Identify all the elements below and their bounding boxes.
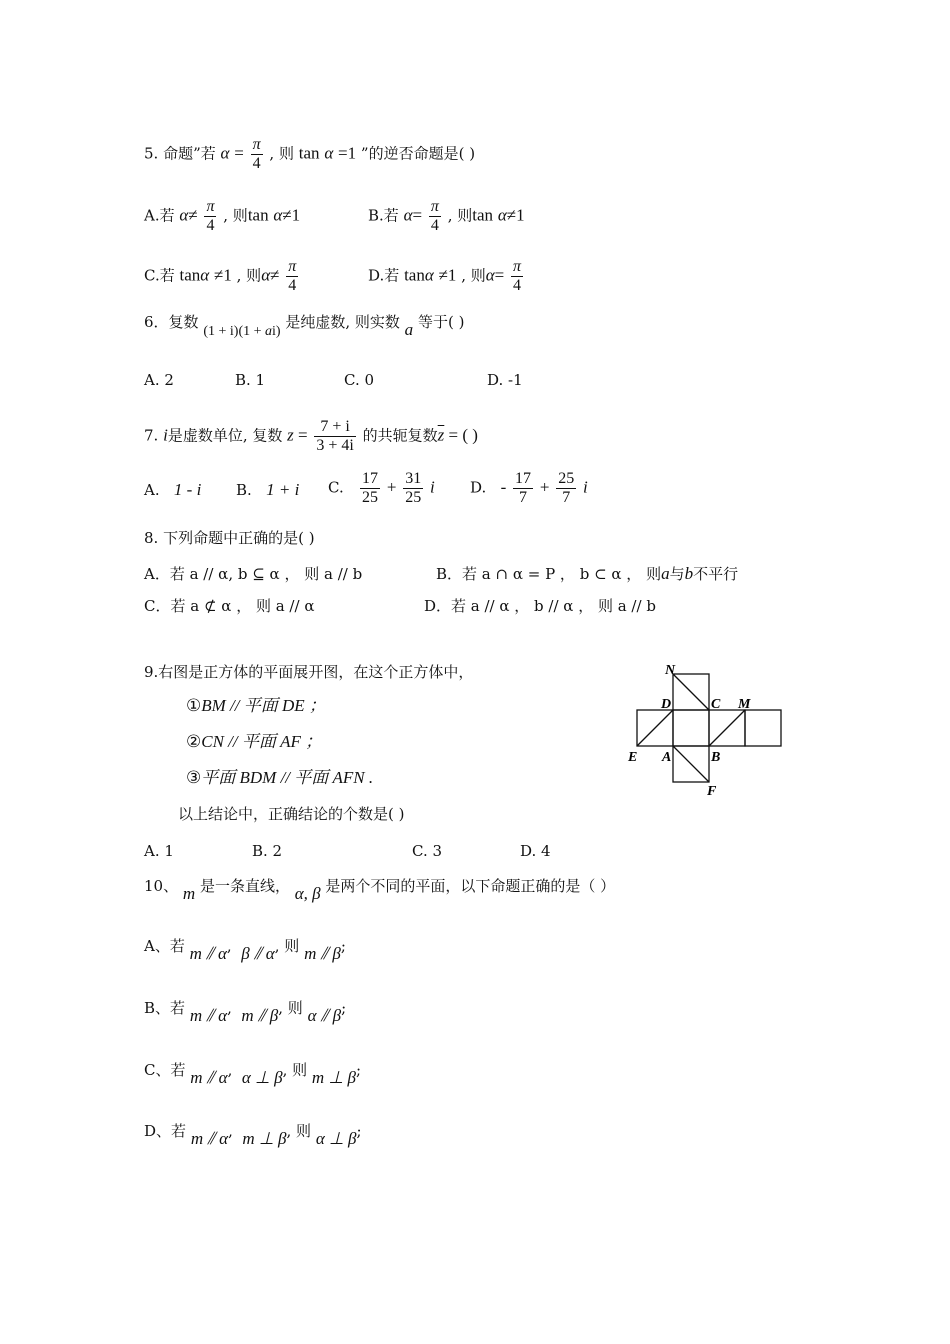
net-square-right2 (745, 710, 781, 746)
label-D: D (661, 697, 672, 712)
label-N-top: N (665, 663, 676, 678)
label-F: F (707, 784, 717, 799)
q8-option-d: D．若 a // α ， b // α ， 则 a // b (424, 597, 656, 615)
q10-stem: 10、 m 是一条直线， α, β 是两个不同的平面，以下命题正确的是（ ） (144, 877, 616, 903)
diag-bottom (673, 746, 709, 782)
q7-option-a: A. 1 - i (144, 480, 202, 499)
q9-option-d: D. 4 (520, 842, 551, 860)
q10-option-d: D、若 m ⫽ α, m ⊥ β, 则 α ⊥ β; (144, 1122, 362, 1148)
q7-option-b: B. 1 + i (236, 480, 300, 499)
q8-option-c: C．若 a ⊄ α ， 则 a // α (144, 597, 315, 615)
q5-option-a: A.若 α≠ $\frac{\pi}{4}$ , 则tan α≠1 (144, 198, 301, 234)
q9-stem: 9.右图是正方体的平面展开图，在这个正方体中， (144, 663, 474, 681)
q10-option-a: A、若 m ⫽ α, β ⫽ α, 则 m ⫽ β; (144, 937, 346, 963)
label-B: B (711, 750, 721, 765)
label-E: E (628, 750, 638, 765)
q10-option-c: C、若 m ⫽ α, α ⊥ β, 则 m ⊥ β; (144, 1061, 362, 1087)
q8-stem: 8. 下列命题中正确的是( ) (144, 529, 315, 547)
net-square-center (673, 710, 709, 746)
cube-net-figure (625, 662, 795, 802)
q5-option-c: C.若 tanα ≠1 , 则α≠ $\frac{\pi}{4}$ (144, 258, 297, 294)
label-M: M (738, 697, 751, 712)
q9-statement-3: ③平面 BDM // 平面 AFN . (186, 768, 374, 788)
q6-option-c: C. 0 (344, 371, 375, 389)
q9-conclusion: 以上结论中，正确结论的个数是( ) (178, 805, 405, 823)
q5-option-b: B.若 α= $\frac{\pi}{4}$ , 则tan α≠1 (368, 198, 525, 234)
diag-right (709, 710, 745, 746)
q5-alpha: α (220, 143, 230, 163)
q7-zbar: $\overline{z}$ (437, 425, 445, 445)
q6-option-d: D. -1 (487, 371, 523, 389)
q6-option-a: A. 2 (144, 371, 174, 389)
q9-option-c: C. 3 (412, 842, 443, 860)
diag-left (637, 710, 673, 746)
q5-frac: $\frac{\pi}{4}$ (252, 136, 261, 172)
q6-stem: 6．复数 (1 + i)(1 + ai) 是纯虚数, 则实数 a 等于( ) (144, 313, 465, 339)
diag-top (673, 674, 709, 710)
label-C: C (711, 697, 721, 712)
label-A: A (662, 750, 672, 765)
q9-option-a: A. 1 (144, 842, 174, 860)
q6-option-b: B. 1 (235, 371, 266, 389)
q9-statement-2: ②CN // 平面 AF ； (186, 732, 323, 752)
q5-option-d: D.若 tanα ≠1 , 则α= $\frac{\pi}{4}$ (368, 258, 522, 294)
q9-statement-1: ①BM // 平面 DE ； (186, 696, 326, 716)
q8-option-b: B．若 a ∩ α = P ， b ⊂ α ， 则a与b不平行 (436, 564, 739, 583)
q7-option-c: C. $\frac{17}{25}$ + $\frac{31}{25}$ i (328, 470, 435, 506)
q9-option-b: B. 2 (252, 842, 283, 860)
q8-option-a: A．若 a // α, b ⊆ α ， 则 a // b (144, 565, 363, 583)
q7-stem: 7. i是虚数单位, 复数 z = $\frac{7 + i}{3 + 4i}$ 的共轭复数$\overline{z}$ = ( ) (144, 418, 478, 454)
q7-option-d: D. - $\frac{17}{7}$ + $\frac{25}{7}$ i (470, 470, 588, 506)
q10-option-b: B、若 m ⫽ α, m ⫽ β, 则 α ⫽ β; (144, 999, 347, 1025)
q5-stem: 5. 命题”若 α = $\frac{\pi}{4}$ , 则 tan α =1 ”的逆否命题是( ) (144, 136, 476, 172)
